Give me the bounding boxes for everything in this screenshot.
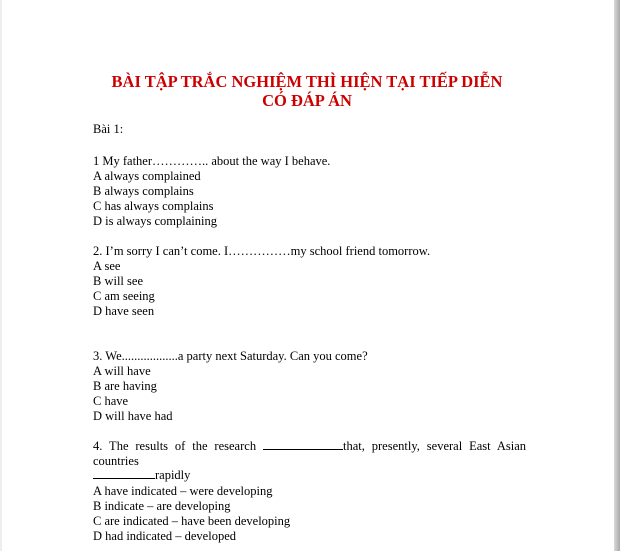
question-1-option-b: B always complains <box>93 184 194 198</box>
question-4-option-a: A have indicated – were developing <box>93 484 273 498</box>
question-3-option-d: D will have had <box>93 409 173 423</box>
question-4-option-d: D had indicated – developed <box>93 529 237 543</box>
question-3-option-c: C have <box>93 394 129 408</box>
question-2-option-b: B will see <box>93 274 143 288</box>
question-1-stem: 1 My father………….. about the way I behave. <box>93 154 331 168</box>
question-4-stem-line-3 <box>93 468 190 483</box>
document-title-line-2: CÓ ĐÁP ÁN <box>262 91 352 110</box>
question-1-option-a: A always complained <box>93 169 201 183</box>
question-3-option-b: B are having <box>93 379 157 393</box>
page-left-edge <box>0 0 2 551</box>
question-4-option-b: B indicate – are developing <box>93 499 231 513</box>
question-2-option-a: A see <box>93 259 121 273</box>
page-right-edge-shadow <box>614 0 620 551</box>
question-4-stem-line-1 <box>93 439 526 454</box>
question-4-stem-part-1: 4. The results of the research <box>93 439 257 453</box>
question-4-option-c: C are indicated – have been developing <box>93 514 291 528</box>
question-3-stem: 3. We..................a party next Saturday. Can you come? <box>93 349 368 363</box>
question-2-option-c: C am seeing <box>93 289 155 303</box>
question-4-stem-line-3-text: rapidly <box>155 468 191 482</box>
document-title-line-1: BÀI TẬP TRẮC NGHIỆM THÌ HIỆN TẠI TIẾP DIỄN <box>111 72 503 91</box>
question-4-stem-line-2: countries <box>93 454 139 468</box>
question-1-option-d: D is always complaining <box>93 214 217 228</box>
answer-blank <box>93 468 155 479</box>
answer-blank <box>263 439 343 450</box>
question-2-option-d: D have seen <box>93 304 155 318</box>
section-label: Bài 1: <box>93 122 124 136</box>
question-3-option-a: A will have <box>93 364 151 378</box>
question-4-stem-part-2: that, presently, several East Asian <box>342 439 526 453</box>
question-2-stem: 2. I’m sorry I can’t come. I……………my school friend tomorrow. <box>93 244 431 258</box>
question-1-option-c: C has always complains <box>93 199 214 213</box>
